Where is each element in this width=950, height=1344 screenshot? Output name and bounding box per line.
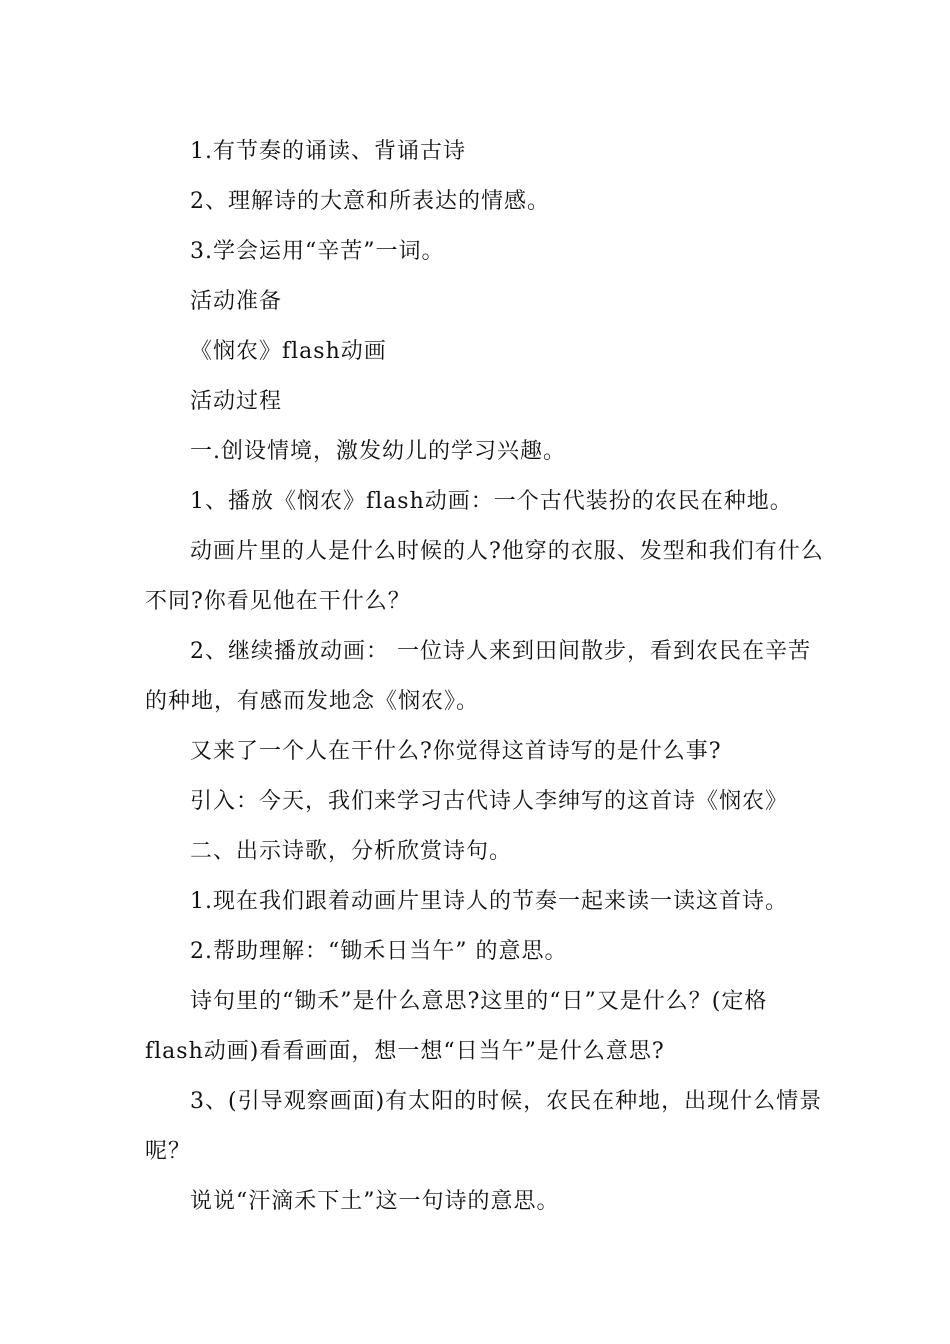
paragraph-line: 2、继续播放动画： 一位诗人来到田间散步，看到农民在辛苦 [190,639,811,664]
paragraph-line: 又来了一个人在干什么?你觉得这首诗写的是什么事? [190,739,722,764]
goal-line-2: 2、理解诗的大意和所表达的情感。 [190,189,550,214]
preparation-item: 《悯农》flash动画 [190,339,387,364]
step-heading-1: 一.创设情境，激发幼儿的学习兴趣。 [190,439,566,464]
paragraph-line: 动画片里的人是什么时候的人?他穿的衣服、发型和我们有什么 [190,539,824,564]
paragraph-line: 呢？ [145,1139,192,1164]
goal-line-3: 3.学会运用“辛苦”一词。 [190,239,445,264]
goal-line-1: 1.有节奏的诵读、背诵古诗 [190,139,466,164]
paragraph-line: 2.帮助理解：“锄禾日当午” 的意思。 [190,939,568,964]
paragraph-line: 1、播放《悯农》flash动画：一个古代装扮的农民在种地。 [190,489,793,514]
paragraph-line: 的种地，有感而发地念《悯农》。 [145,689,480,714]
paragraph-line: 诗句里的“锄禾”是什么意思?这里的“日”又是什么？(定格 [190,989,768,1014]
section-heading-preparation: 活动准备 [190,289,283,314]
paragraph-line: flash动画)看看画面，想一想“日当午”是什么意思? [145,1039,665,1064]
step-heading-2: 二、出示诗歌，分析欣赏诗句。 [190,839,513,864]
section-heading-process: 活动过程 [190,389,283,414]
paragraph-line: 1.现在我们跟着动画片里诗人的节奏一起来读一读这首诗。 [190,889,788,914]
paragraph-line: 引入：今天，我们来学习古代诗人李绅写的这首诗《悯农》 [190,789,789,814]
paragraph-line: 说说“汗滴禾下土”这一句诗的意思。 [190,1189,560,1214]
paragraph-line: 3、(引导观察画面)有太阳的时候，农民在种地，出现什么情景 [190,1089,823,1114]
paragraph-line: 不同?你看见他在干什么？ [145,589,411,614]
